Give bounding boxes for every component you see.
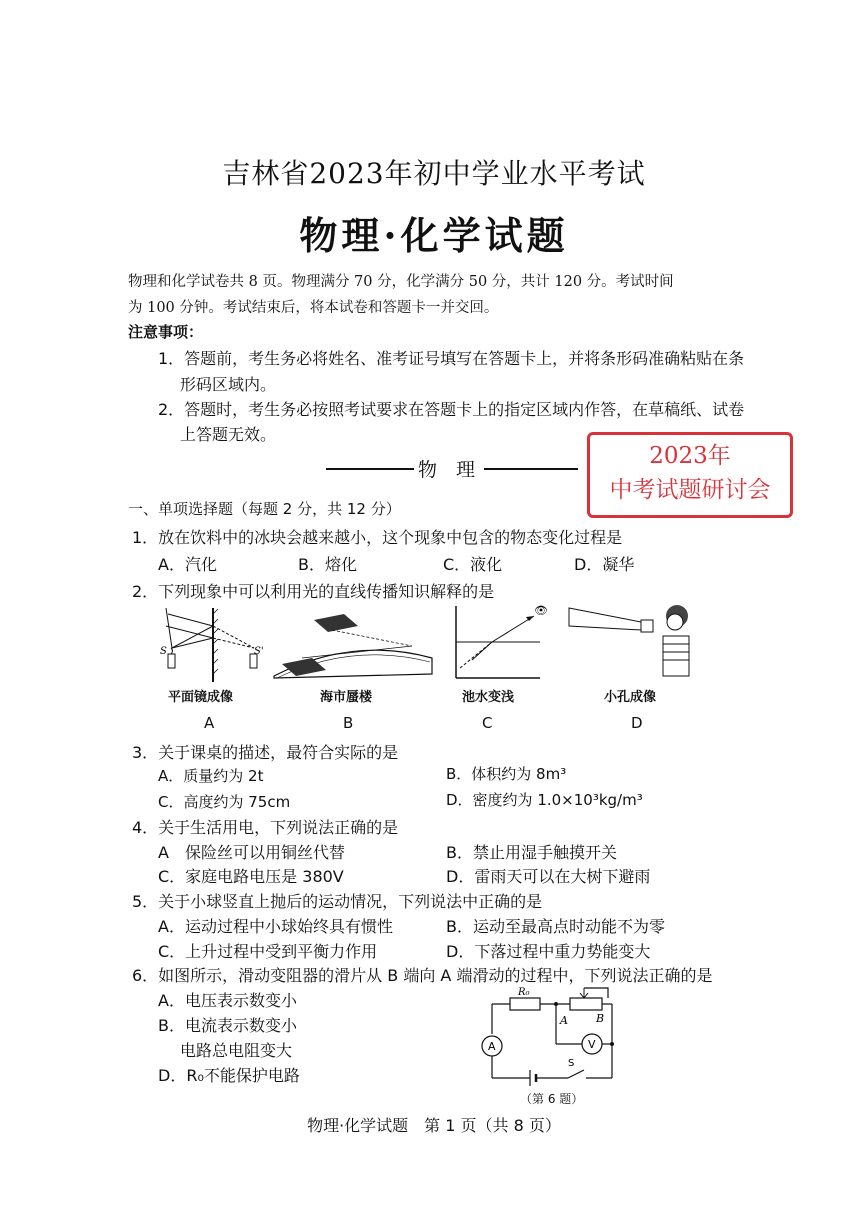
label-b-end: B bbox=[596, 1012, 605, 1025]
q5-option-a: A．运动过程中小球始终具有惯性 bbox=[158, 917, 393, 936]
letter-d: D bbox=[631, 714, 643, 732]
q1-stem: 1．放在饮料中的冰块会越来越小，这个现象中包含的物态变化过程是 bbox=[132, 528, 623, 547]
q5-stem: 5．关于小球竖直上抛后的运动情况，下列说法中正确的是 bbox=[132, 892, 543, 911]
section-divider-left bbox=[326, 468, 414, 470]
q1-option-b: B．熔化 bbox=[298, 555, 357, 574]
figure-pool-shallow bbox=[452, 604, 548, 682]
q1-option-d: D．凝华 bbox=[574, 555, 635, 574]
q3-option-d: D．密度约为 1.0×10³kg/m³ bbox=[446, 791, 643, 809]
notice-title: 注意事项： bbox=[128, 323, 204, 341]
q6-stem: 6．如图所示，滑动变阻器的滑片从 B 端向 A 端滑动的过程中，下列说法正确的是 bbox=[132, 966, 713, 985]
q6-figure-caption: （第 6 题） bbox=[520, 1092, 584, 1106]
q5-option-d: D．下落过程中重力势能变大 bbox=[446, 942, 651, 961]
q1-option-c: C．液化 bbox=[443, 555, 503, 574]
letter-b: B bbox=[343, 714, 354, 732]
stamp-line-2: 中考试题研讨会 bbox=[609, 477, 771, 503]
caption-d: 小孔成像 bbox=[604, 690, 657, 705]
label-voltmeter: V bbox=[588, 1038, 596, 1051]
q3-option-b: B．体积约为 8m³ bbox=[446, 765, 567, 783]
stamp-line-1: 2023年 bbox=[649, 443, 731, 469]
q6-option-b: B．电流表示数变小 bbox=[158, 1016, 297, 1035]
rheostat bbox=[570, 998, 602, 1010]
q5-option-c: C．上升过程中受到平衡力作用 bbox=[158, 942, 378, 961]
q3-option-a: A．质量约为 2t bbox=[158, 767, 264, 785]
intro-line-2: 为 100 分钟。考试结束后，将本试卷和答题卡一并交回。 bbox=[128, 300, 499, 316]
q4-stem: 4．关于生活用电，下列说法正确的是 bbox=[132, 818, 399, 837]
letter-a: A bbox=[204, 714, 215, 732]
q5-option-b: B．运动至最高点时动能不为零 bbox=[446, 917, 665, 936]
part-1-heading: 一、单项选择题（每题 2 分，共 12 分） bbox=[128, 500, 401, 518]
label-ammeter: A bbox=[488, 1040, 496, 1053]
watermark-stamp bbox=[587, 432, 793, 518]
exam-title: 吉林省2023年初中学业水平考试 bbox=[222, 157, 646, 190]
q4-option-a: A 保险丝可以用铜丝代替 bbox=[158, 843, 345, 862]
q2-stem: 2．下列现象中可以利用光的直线传播知识解释的是 bbox=[132, 582, 495, 601]
label-a-end: A bbox=[560, 1014, 568, 1027]
notice-2-line-1: 2．答题时，考生务必按照考试要求在答题卡上的指定区域内作答，在草稿纸、试卷 bbox=[158, 400, 745, 419]
caption-b: 海市蜃楼 bbox=[320, 690, 373, 705]
switch bbox=[568, 1070, 584, 1078]
caption-a: 平面镜成像 bbox=[168, 690, 234, 705]
q4-option-d: D．雷雨天可以在大树下避雨 bbox=[446, 867, 651, 886]
notice-1-line-1: 1．答题前，考生务必将姓名、准考证号填写在答题卡上，并将条形码准确粘贴在条 bbox=[158, 349, 745, 368]
q3-stem: 3．关于课桌的描述，最符合实际的是 bbox=[132, 743, 399, 762]
resistor-r0 bbox=[510, 998, 540, 1010]
q4-option-c: C．家庭电路电压是 380V bbox=[158, 867, 344, 886]
figure-pinhole bbox=[565, 598, 700, 682]
q3-option-c: C．高度约为 75cm bbox=[158, 793, 291, 811]
section-divider-right bbox=[484, 468, 578, 470]
q1-option-a: A．汽化 bbox=[158, 555, 217, 574]
exam-subtitle: 物理·化学试题 bbox=[299, 213, 569, 258]
figure-mirage bbox=[272, 606, 437, 681]
label-r0: R₀ bbox=[518, 987, 530, 998]
caption-c: 池水变浅 bbox=[462, 690, 515, 705]
notice-2-line-2: 上答题无效。 bbox=[180, 425, 277, 444]
label-s-prime: S' bbox=[254, 646, 264, 657]
q6-option-d: D．R₀不能保护电路 bbox=[158, 1066, 300, 1085]
label-switch: S bbox=[568, 1058, 575, 1069]
letter-c: C bbox=[482, 714, 493, 732]
figure-plane-mirror bbox=[158, 604, 270, 684]
label-s: S bbox=[160, 646, 167, 657]
section-title: 物 理 bbox=[418, 459, 476, 481]
q6-option-b-line-2: 电路总电阻变大 bbox=[180, 1041, 293, 1060]
eye-icon: 👁 bbox=[534, 604, 548, 617]
circuit-diagram bbox=[480, 984, 630, 1089]
notice-1-line-2: 形码区域内。 bbox=[180, 375, 277, 394]
q4-option-b: B．禁止用湿手触摸开关 bbox=[446, 843, 617, 862]
page-footer: 物理·化学试题 第 1 页（共 8 页） bbox=[307, 1116, 561, 1135]
q6-option-a: A．电压表示数变小 bbox=[158, 991, 297, 1010]
intro-line-1: 物理和化学试卷共 8 页。物理满分 70 分，化学满分 50 分，共计 120 分。考试时间 bbox=[128, 274, 674, 290]
